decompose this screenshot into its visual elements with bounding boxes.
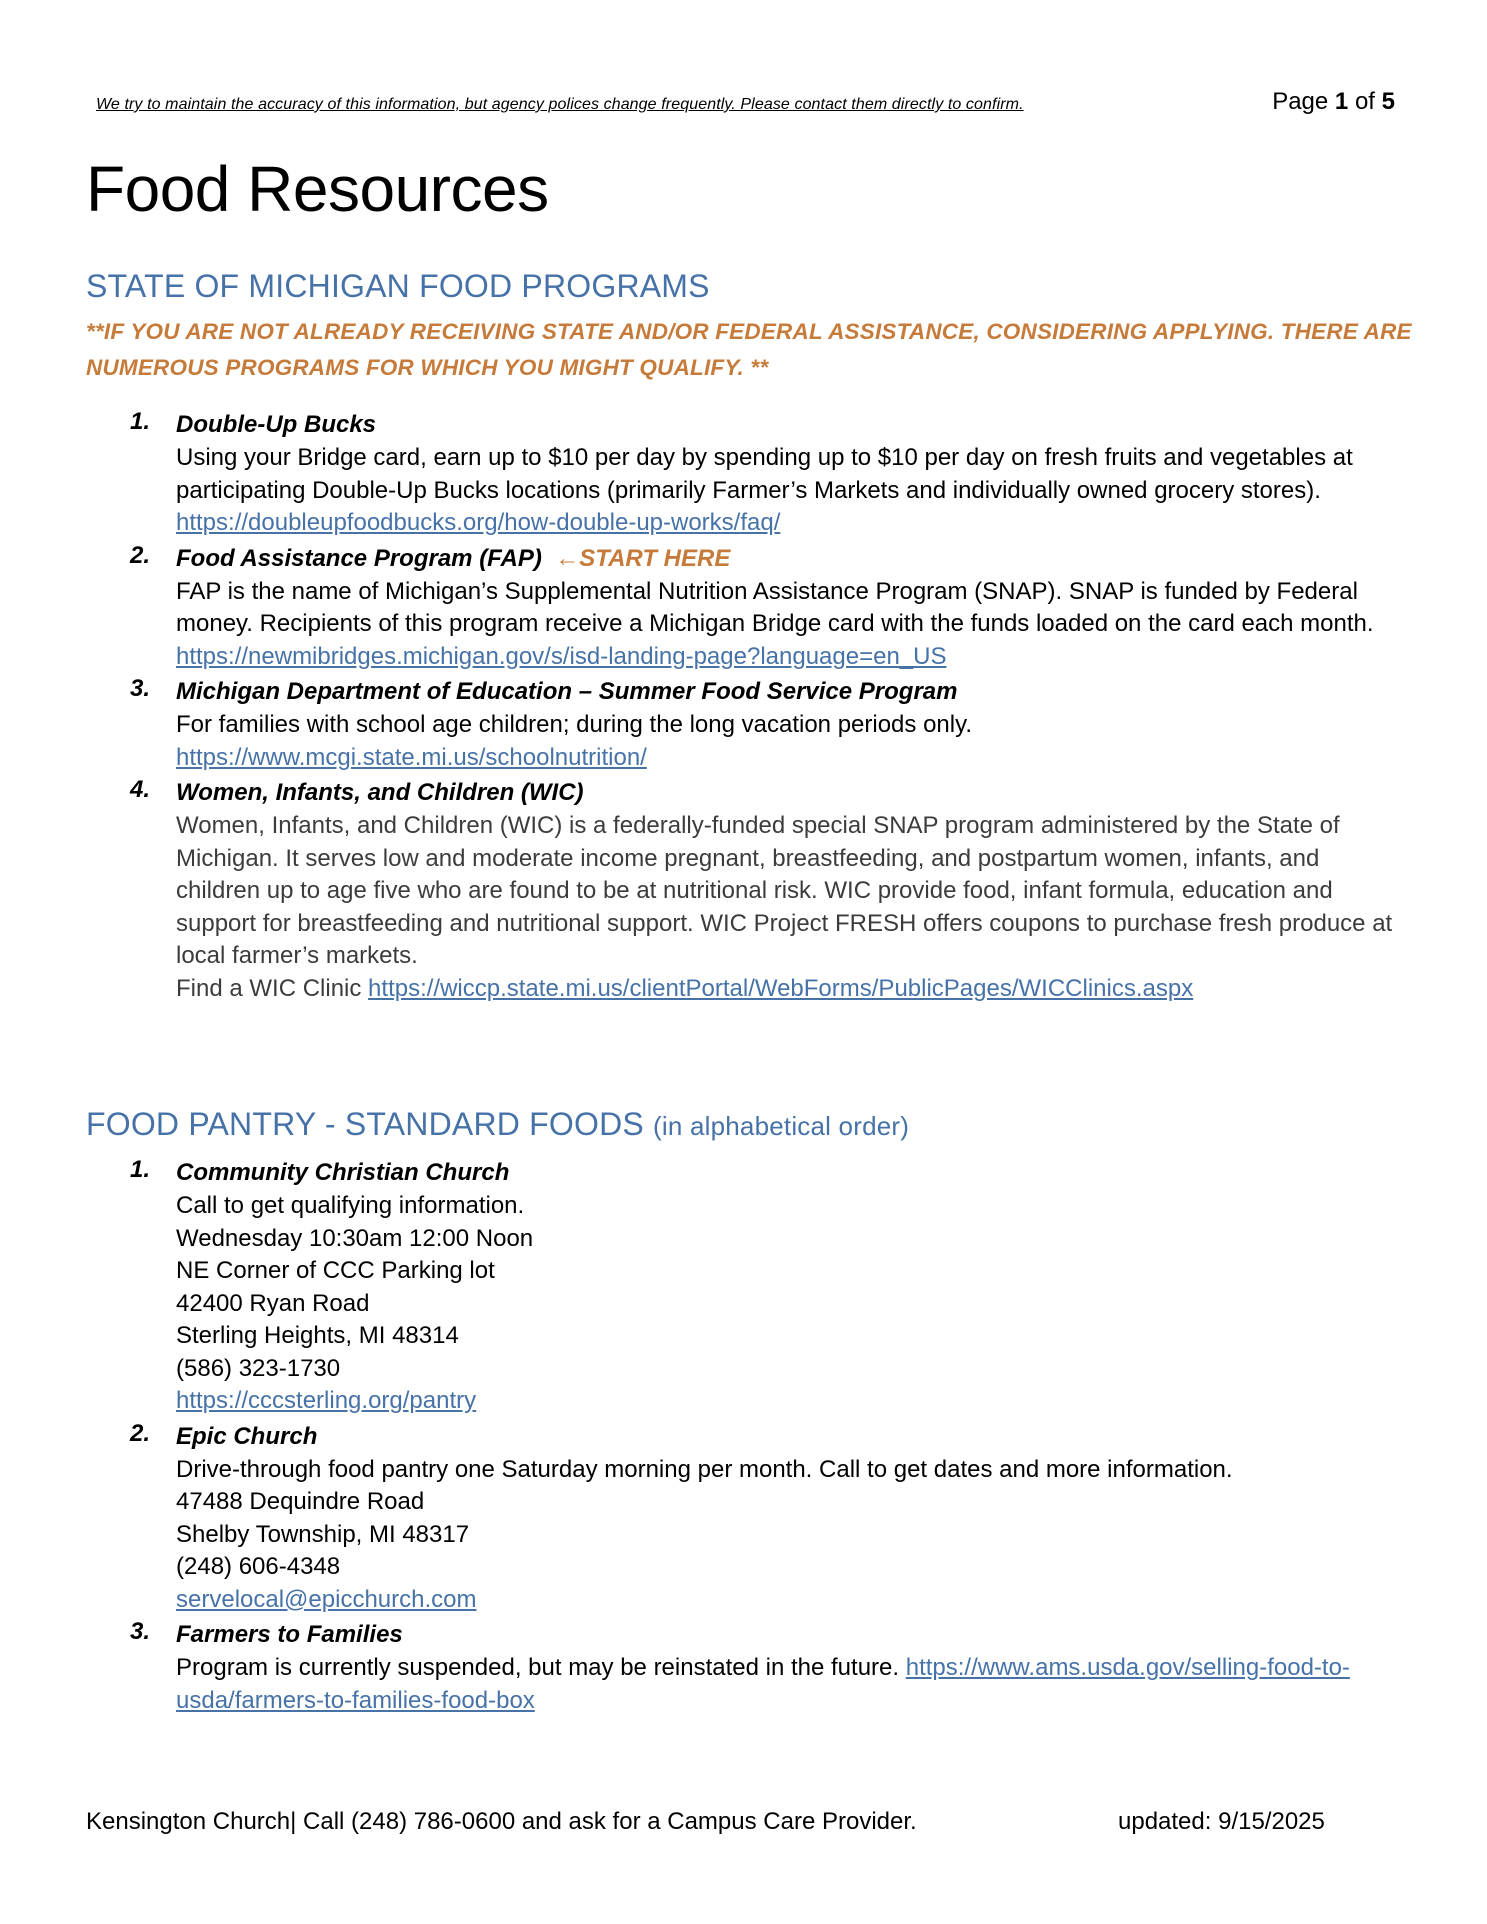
info-line: Drive-through food pantry one Saturday morning per month. Call to get dates and more information.	[176, 1455, 1233, 1483]
item-title: Food Assistance Program (FAP)	[176, 544, 542, 572]
list-item	[0, 1618, 1406, 1717]
info-line: 47488 Dequindre Road	[176, 1488, 425, 1515]
list-item	[0, 776, 1406, 1005]
assistance-notice: **IF YOU ARE NOT ALREADY RECEIVING STATE AND/OR FEDERAL ASSISTANCE, CONSIDERING APPLYING. THERE ARE NUMEROUS PROGRAMS FOR WHICH YOU MIGHT QUALIFY. **	[86, 319, 1412, 380]
list-item	[0, 1420, 1406, 1617]
info-line: (586) 323-1730	[176, 1354, 341, 1382]
info-line: NE Corner of CCC Parking lot	[176, 1257, 495, 1284]
info-line: Shelby Township, MI 48317	[176, 1520, 470, 1548]
info-line: 42400 Ryan Road	[176, 1289, 370, 1317]
page-total: 5	[1381, 88, 1395, 115]
school-nutrition-link[interactable]: https://www.mcgi.state.mi.us/schoolnutrition/	[176, 743, 647, 771]
item-number: 1.	[130, 1156, 151, 1183]
farmers-line	[176, 1652, 1406, 1717]
farmers-families-link[interactable]: https://www.ams.usda.gov/selling-food-to-usda/farmers-to-families-food-box	[176, 1654, 1350, 1714]
epic-email-link[interactable]: servelocal@epicchurch.com	[176, 1585, 477, 1613]
pantry-section-heading	[86, 1106, 909, 1143]
wic-clinic-link[interactable]: https://wiccp.state.mi.us/clientPortal/WebForms/PublicPages/WICClinics.aspx	[368, 974, 1194, 1002]
food-pantry-list	[0, 1156, 1487, 1717]
item-description: FAP is the name of Michigan’s Supplemental Nutrition Assistance Program (SNAP). SNAP is funded by Federal money. Recipients of this program receive a Michigan Bridge card with the funds loaded on the card each month.	[176, 577, 1374, 637]
item-title-row	[176, 542, 1406, 576]
list-item	[0, 542, 1406, 674]
item-number: 4.	[130, 776, 151, 803]
item-title: Farmers to Families	[176, 1621, 403, 1648]
page-title: Food Resources	[86, 153, 549, 225]
page-number	[1272, 88, 1395, 116]
fap-link[interactable]: https://newmibridges.michigan.gov/s/isd-landing-page?language=en_US	[176, 642, 947, 670]
state-programs-list	[0, 408, 1487, 1005]
list-item	[0, 675, 1406, 774]
item-title: Women, Infants, and Children (WIC)	[176, 779, 584, 806]
item-number: 2.	[130, 1419, 151, 1447]
info-line: Call to get qualifying information.	[176, 1192, 525, 1219]
wic-link-prefix: Find a WIC Clinic	[176, 974, 362, 1002]
item-description: Women, Infants, and Children (WIC) is a federally-funded special SNAP program administered by the State of Michigan. It serves low and moderate income pregnant, breastfeeding, and postpartum women, infants, and children up to age five who are found to be at nutritional risk. WIC provide food, infant formula, education and support for breastfeeding and nutritional support. WIC Project FRESH offers coupons to purchase fresh produce at local farmer’s markets.	[176, 812, 1393, 969]
disclaimer: We try to maintain the accuracy of this information, but agency polices change frequently. Please contact them directly to confirm.	[96, 96, 1024, 113]
item-description: For families with school age children; during the long vacation periods only.	[176, 711, 972, 738]
list-item	[0, 1156, 1406, 1418]
page-current: 1	[1334, 88, 1349, 115]
start-here-label: START HERE	[579, 544, 731, 572]
pantry-heading-text: FOOD PANTRY - STANDARD FOODS	[86, 1106, 644, 1142]
footer-contact: Kensington Church| Call (248) 786-0600 and ask for a Campus Care Provider.	[86, 1808, 917, 1835]
page-label: Page	[1272, 88, 1329, 115]
item-title: Michigan Department of Education – Summer Food Service Program	[176, 678, 958, 705]
item-number: 3.	[130, 1618, 151, 1645]
item-title: Community Christian Church	[176, 1159, 510, 1186]
ccc-pantry-link[interactable]: https://cccsterling.org/pantry	[176, 1387, 477, 1414]
page-of: of	[1354, 88, 1375, 115]
info-line: Sterling Heights, MI 48314	[176, 1322, 459, 1349]
footer-updated: updated: 9/15/2025	[1118, 1808, 1325, 1835]
item-title: Double-Up Bucks	[176, 411, 377, 438]
info-line: Wednesday 10:30am 12:00 Noon	[176, 1224, 534, 1252]
double-up-link[interactable]: https://doubleupfoodbucks.org/how-double-up-works/faq/	[176, 509, 781, 536]
item-description: Using your Bridge card, earn up to $10 per day by spending up to $10 per day on fresh fruits and vegetables at participating Double-Up Bucks locations (primarily Farmer’s Markets and individually owned grocery stores).	[176, 444, 1353, 504]
item-number: 2.	[130, 541, 151, 569]
item-number: 1.	[130, 408, 151, 435]
info-line: (248) 606-4348	[176, 1553, 341, 1580]
list-item	[0, 408, 1406, 540]
wic-clinic-line	[176, 973, 1406, 1006]
arrow-left-icon: ←	[548, 544, 580, 572]
pantry-subheading: (in alphabetical order)	[653, 1111, 910, 1141]
item-number: 3.	[130, 675, 151, 702]
item-title: Epic Church	[176, 1422, 318, 1450]
state-section-heading: STATE OF MICHIGAN FOOD PROGRAMS	[86, 268, 710, 304]
item-description: Program is currently suspended, but may be reinstated in the future.	[176, 1654, 900, 1681]
